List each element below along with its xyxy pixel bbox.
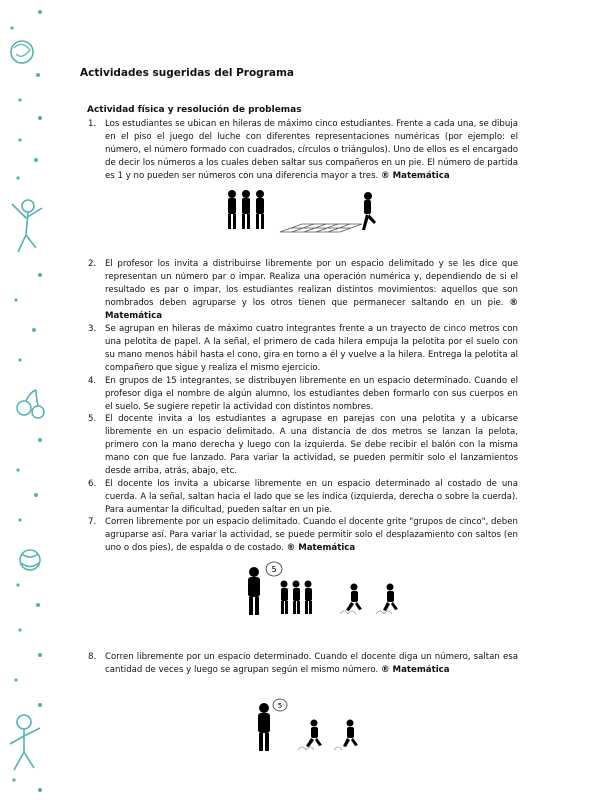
jump-arcs — [340, 611, 392, 614]
item-text: El docente invita a los estudiantes a agrupase en parejas con una pelotita y a ubicarse libremente en un espacio delimitado. A una distancia de dos metros se lanzan la pelota, primero con la mano derecha y luego con la izquierda. Se debe recibir el balón con la misma mano con que fue lanzado. Para variar la actividad, se pueden permitir solo el lanzamientos desde arriba, atrás, abajo, etc. — [105, 414, 518, 476]
list-item — [88, 323, 518, 375]
deco-dot — [14, 298, 17, 301]
item-number: 1. — [88, 119, 97, 129]
standing-child-silhouette — [256, 190, 264, 229]
deco-dot — [16, 468, 19, 471]
jumping-child-silhouette — [306, 720, 322, 748]
item-number: 7. — [88, 517, 97, 527]
svg-text:·: · — [312, 228, 314, 233]
hopscotch-illustration — [222, 188, 382, 240]
speech-bubble — [266, 562, 282, 576]
standing-child-silhouette — [293, 581, 301, 615]
bubble-number: 5 — [277, 702, 283, 710]
deco-dot — [16, 176, 19, 179]
deco-dot — [10, 26, 13, 29]
svg-text:·: · — [324, 228, 326, 233]
deco-dot — [38, 653, 42, 657]
deco-dot — [18, 628, 21, 631]
ball-swirl — [14, 44, 30, 56]
jumping-child-silhouette — [343, 720, 358, 748]
standing-child-silhouette — [242, 190, 250, 229]
jump-count-illustration — [250, 696, 370, 756]
list-item — [88, 516, 518, 555]
item-number: 8. — [88, 652, 97, 662]
svg-text:·: · — [288, 228, 290, 233]
ball-icon — [20, 550, 40, 570]
section-heading: Actividad física y resolución de problemas — [87, 105, 302, 115]
jumping-child-silhouette — [346, 584, 362, 612]
cherries-icon — [17, 390, 44, 418]
item-number: 5. — [88, 414, 97, 424]
item-text: El profesor los invita a distribuirse libremente por un espacio delimitado y se les dice que representan un número par o impar. Realiza una operación numérica y, dependiendo de si el resultado es par o impar, los estudiantes realizan distintos movimientos: aquellos que son nombrados deben agruparse y los otros tienen que permanecer saltando en un pie. — [105, 259, 518, 308]
deco-dot — [38, 703, 42, 707]
item-text: En grupos de 15 integrantes, se distribuyen libremente en un espacio determinado. Cuando el profesor diga el nombre de algún alumno, los estudiantes deben formarlo con sus cuerpos en el suelo. Se sugiere repetir la actividad con distintos nombres. — [105, 376, 518, 412]
list-item — [88, 375, 518, 414]
child-figure-icon — [10, 715, 40, 770]
hopping-child-silhouette — [362, 192, 376, 230]
svg-text:·: · — [300, 228, 302, 233]
deco-dot — [36, 603, 40, 607]
list-item — [88, 651, 518, 677]
standing-child-silhouette — [281, 581, 289, 615]
margin-decoration — [0, 0, 60, 800]
page-title: Actividades sugeridas del Programa — [80, 67, 294, 79]
list-item — [88, 413, 518, 478]
item-text: El docente los invita a ubicarse libremente en un espacio determinado al costado de una cuerda. A la señal, saltan hacia el lado que se les indica (izquierda, derecha o sobre la cuerda). Para aumentar la dificultad, pueden saltar en un pie. — [105, 479, 518, 515]
deco-dot — [38, 788, 42, 792]
subject-tag: ® Matemática — [381, 171, 450, 181]
deco-dot — [32, 328, 36, 332]
standing-child-silhouette — [305, 581, 313, 615]
list-item — [88, 478, 518, 517]
deco-dot — [38, 273, 42, 277]
deco-dot — [14, 678, 17, 681]
list-item — [88, 258, 518, 323]
deco-dot — [12, 778, 15, 781]
subject-tag: ® Matemática — [286, 543, 356, 553]
groups-of-five-illustration — [240, 560, 410, 620]
svg-text:·: · — [336, 228, 338, 233]
item-text: Se agrupan en hileras de máximo cuatro integrantes frente a un trayecto de cinco metros con una pelotita de papel. A la señal, el primero de cada hilera empuja la pelotita por el suelo con su mano menos hábil hasta el cono, gira en torno a él y vuelve a la hilera. Entrega la pelotita al compañero que sigue y realiza el mismo ejercicio. — [105, 324, 518, 373]
deco-dot — [38, 438, 42, 442]
deco-dot — [18, 518, 21, 521]
item-number: 6. — [88, 479, 97, 489]
deco-dot — [18, 138, 21, 141]
child-figure-icon — [12, 200, 42, 252]
teacher-silhouette — [248, 567, 260, 615]
item-text: Los estudiantes se ubican en hileras de máximo cinco estudiantes. Frente a cada una, se dibuja en el piso el juego del luche con diferentes representaciones numéricas (por ejemplo: el número, el número formado con cuadrados, círculos o triángulos). Uno de ellos es el encargado de decir los números a los cuales deben saltar sus compañeros en un pie. El número de partida es 1 y no pueden ser números con una diferencia mayor a tres. — [105, 119, 518, 181]
subject-tag: ® Matemática — [105, 298, 518, 321]
deco-dot — [36, 73, 40, 77]
deco-dot — [18, 98, 21, 101]
speech-bubble — [273, 699, 287, 711]
list-item — [88, 118, 518, 183]
jumping-child-silhouette — [383, 584, 398, 612]
subject-tag: ® Matemática — [380, 665, 450, 675]
teacher-silhouette — [258, 703, 270, 751]
deco-dot — [34, 158, 38, 162]
bubble-number: 5 — [271, 565, 277, 574]
item-number: 2. — [88, 259, 97, 269]
deco-dot — [34, 493, 38, 497]
standing-child-silhouette — [228, 190, 236, 229]
deco-dot — [38, 10, 42, 14]
item-text: Corren libremente por un espacio delimitado. Cuando el docente grite "grupos de cinco", deben agruparse así. Para variar la actividad, se puede permitir solo el desplazamiento con saltos (en uno o dos pies), de espalda o de costado. — [105, 517, 518, 553]
hopscotch-grid — [280, 224, 362, 232]
item-text: Corren libremente por un espacio determinado. Cuando el docente diga un número, saltan esa cantidad de veces y luego se agrupan según el mismo número. — [105, 652, 518, 675]
deco-dot — [18, 358, 21, 361]
jump-arcs — [298, 747, 342, 750]
deco-dot — [38, 116, 42, 120]
item-number: 3. — [88, 324, 97, 334]
deco-dot — [16, 583, 19, 586]
item-number: 4. — [88, 376, 97, 386]
